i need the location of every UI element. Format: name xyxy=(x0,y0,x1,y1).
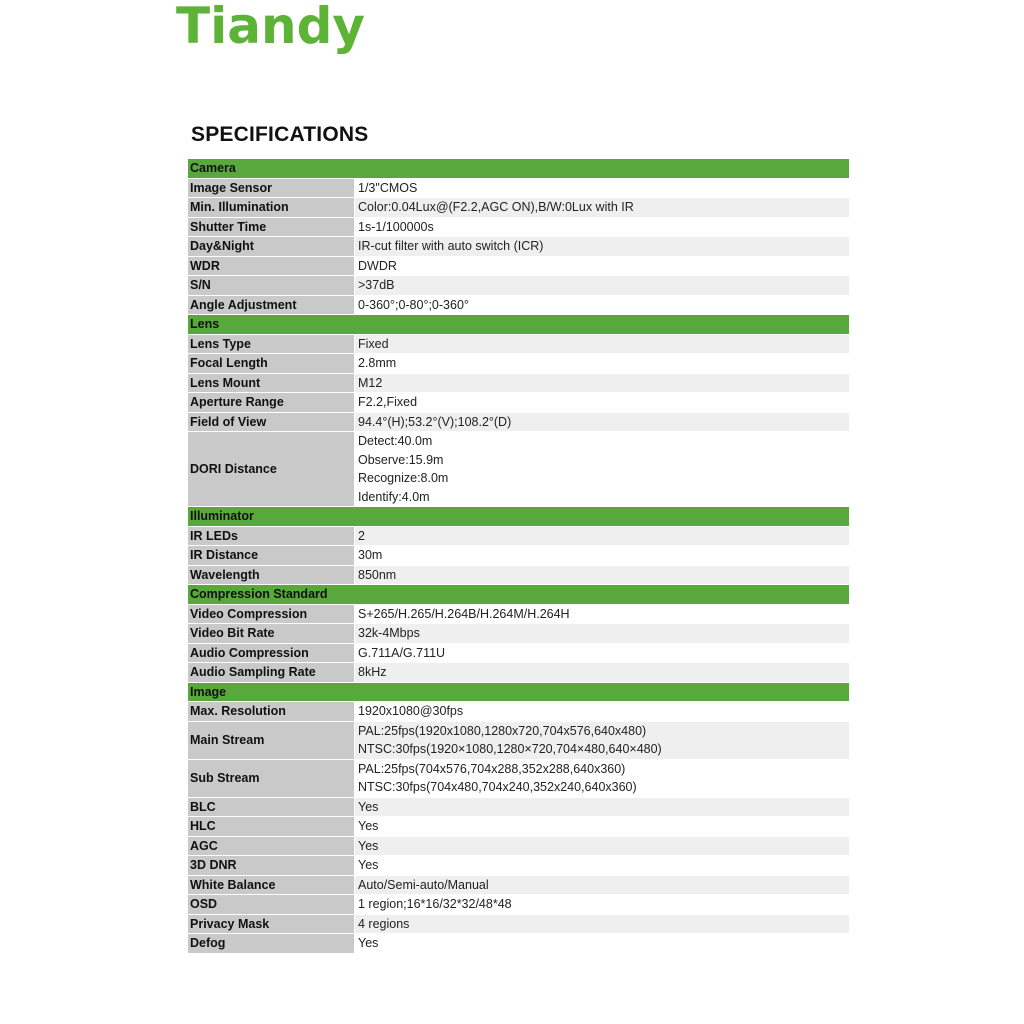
page-title: SPECIFICATIONS xyxy=(191,123,369,146)
spec-label: Audio Compression xyxy=(188,644,354,663)
spec-label: HLC xyxy=(188,817,354,836)
spec-values xyxy=(355,335,849,354)
spec-values xyxy=(355,644,849,663)
spec-values xyxy=(355,354,849,373)
spec-value: 1/3"CMOS xyxy=(358,180,418,195)
spec-values xyxy=(355,837,849,856)
spec-value: M12 xyxy=(355,374,849,393)
spec-label: Privacy Mask xyxy=(188,915,354,934)
spec-values xyxy=(355,276,849,295)
table-row xyxy=(188,915,849,934)
spec-values xyxy=(355,527,849,546)
spec-value: Yes xyxy=(358,936,379,950)
table-row xyxy=(188,179,849,198)
spec-values xyxy=(355,702,849,721)
spec-values xyxy=(355,895,849,914)
spec-label: IR Distance xyxy=(188,546,354,565)
spec-values xyxy=(355,218,849,237)
spec-values xyxy=(355,546,849,565)
spec-label: AGC xyxy=(188,837,354,856)
table-row xyxy=(188,432,849,506)
spec-value: Auto/Semi-auto/Manual xyxy=(355,876,849,895)
spec-value: Fixed xyxy=(355,335,849,354)
spec-values xyxy=(355,179,849,198)
table-row xyxy=(188,527,849,546)
table-row xyxy=(188,393,849,412)
spec-values xyxy=(355,393,849,412)
table-row xyxy=(188,605,849,624)
spec-values xyxy=(355,624,849,643)
spec-label: Shutter Time xyxy=(188,218,354,237)
spec-value: 94.4°(H);53.2°(V);108.2°(D) xyxy=(355,413,849,432)
spec-value: Color:0.04Lux@(F2.2,AGC ON),B/W:0Lux with IR xyxy=(355,198,849,217)
spec-values xyxy=(355,198,849,217)
spec-value: G.711A/G.711U xyxy=(358,645,446,660)
spec-label: Video Compression xyxy=(188,605,354,624)
table-row xyxy=(188,817,849,836)
spec-value: 32k-4Mbps xyxy=(355,624,849,643)
spec-value: Observe:15.9m xyxy=(358,452,444,467)
spec-value: NTSC:30fps(1920×1080,1280×720,704×480,640×480) xyxy=(355,740,849,759)
table-row xyxy=(188,934,849,953)
table-row xyxy=(188,566,849,585)
spec-value: Yes xyxy=(358,819,379,833)
spec-label: Defog xyxy=(188,934,354,953)
spec-value: 4 regions xyxy=(355,915,849,934)
spec-values xyxy=(355,856,849,875)
spec-label: Angle Adjustment xyxy=(188,296,354,315)
spec-value: 8kHz xyxy=(355,663,849,682)
spec-value: Yes xyxy=(355,798,849,817)
spec-values xyxy=(355,663,849,682)
section-header: Compression Standard xyxy=(188,585,849,604)
spec-label: S/N xyxy=(188,276,354,295)
spec-label: Video Bit Rate xyxy=(188,624,354,643)
spec-label: Lens Type xyxy=(188,335,354,354)
section-header: Camera xyxy=(188,159,849,178)
section-header: Lens xyxy=(188,315,849,334)
spec-label: Min. Illumination xyxy=(188,198,354,217)
table-row xyxy=(188,876,849,895)
section-header: Image xyxy=(188,683,849,702)
spec-values xyxy=(355,817,849,836)
spec-value: 1s-1/100000s xyxy=(358,219,434,234)
spec-values xyxy=(355,798,849,817)
section-header: Illuminator xyxy=(188,507,849,526)
spec-value: 850nm xyxy=(355,566,849,585)
spec-label: Max. Resolution xyxy=(188,702,354,721)
table-row xyxy=(188,624,849,643)
spec-value: Yes xyxy=(355,837,849,856)
spec-value: F2.2,Fixed xyxy=(358,395,418,409)
spec-label: Wavelength xyxy=(188,566,354,585)
spec-value: Identify:4.0m xyxy=(358,489,430,504)
spec-value: 2 xyxy=(355,527,849,546)
spec-label: DORI Distance xyxy=(188,432,354,506)
tiandy-logo: Tiandy xyxy=(176,0,365,55)
spec-value: DWDR xyxy=(358,258,397,273)
spec-value: 1 region;16*16/32*32/48*48 xyxy=(358,897,512,911)
table-row xyxy=(188,895,849,914)
spec-values xyxy=(355,876,849,895)
table-row xyxy=(188,546,849,565)
spec-values xyxy=(355,566,849,585)
table-row xyxy=(188,837,849,856)
table-row xyxy=(188,798,849,817)
spec-values xyxy=(355,934,849,953)
spec-value: IR-cut filter with auto switch (ICR) xyxy=(355,237,849,256)
spec-label: Field of View xyxy=(188,413,354,432)
table-row xyxy=(188,722,849,759)
spec-value: PAL:25fps(704x576,704x288,352x288,640x360) xyxy=(358,761,626,776)
table-row xyxy=(188,413,849,432)
spec-values xyxy=(355,760,849,797)
table-row xyxy=(188,760,849,797)
table-row xyxy=(188,237,849,256)
spec-value: >37dB xyxy=(355,276,849,295)
table-row xyxy=(188,644,849,663)
specifications-table xyxy=(188,159,849,954)
spec-label: IR LEDs xyxy=(188,527,354,546)
spec-value: PAL:25fps(1920x1080,1280x720,704x576,640x480) xyxy=(355,722,849,741)
spec-values xyxy=(355,413,849,432)
spec-values xyxy=(355,374,849,393)
table-row xyxy=(188,276,849,295)
table-row xyxy=(188,663,849,682)
table-row xyxy=(188,335,849,354)
spec-label: Audio Sampling Rate xyxy=(188,663,354,682)
spec-label: White Balance xyxy=(188,876,354,895)
table-row xyxy=(188,218,849,237)
table-row xyxy=(188,354,849,373)
spec-value: Detect:40.0m xyxy=(358,434,433,448)
spec-values xyxy=(355,237,849,256)
table-row xyxy=(188,257,849,276)
table-row xyxy=(188,374,849,393)
spec-label: Main Stream xyxy=(188,722,354,759)
spec-value: Yes xyxy=(358,858,379,872)
spec-label: Sub Stream xyxy=(188,760,354,797)
spec-label: OSD xyxy=(188,895,354,914)
spec-value: 30m xyxy=(358,548,383,562)
spec-value: 1920x1080@30fps xyxy=(358,704,464,718)
spec-values xyxy=(355,257,849,276)
spec-label: Aperture Range xyxy=(188,393,354,412)
spec-label: Lens Mount xyxy=(188,374,354,393)
spec-label: Day&Night xyxy=(188,237,354,256)
spec-values xyxy=(355,722,849,759)
spec-label: 3D DNR xyxy=(188,856,354,875)
spec-values xyxy=(355,605,849,624)
table-row xyxy=(188,296,849,315)
table-row xyxy=(188,856,849,875)
spec-label: Focal Length xyxy=(188,354,354,373)
spec-value: 0-360°;0-80°;0-360° xyxy=(358,297,469,312)
spec-values xyxy=(355,432,849,506)
table-row xyxy=(188,702,849,721)
spec-value: Recognize:8.0m xyxy=(358,471,449,485)
spec-label: WDR xyxy=(188,257,354,276)
table-row xyxy=(188,198,849,217)
spec-values xyxy=(355,296,849,315)
spec-label: Image Sensor xyxy=(188,179,354,198)
spec-value: NTSC:30fps(704x480,704x240,352x240,640x360) xyxy=(358,780,637,794)
spec-value: 2.8mm xyxy=(358,356,397,370)
spec-value: S+265/H.265/H.264B/H.264M/H.264H xyxy=(358,606,570,621)
spec-values xyxy=(355,915,849,934)
spec-label: BLC xyxy=(188,798,354,817)
